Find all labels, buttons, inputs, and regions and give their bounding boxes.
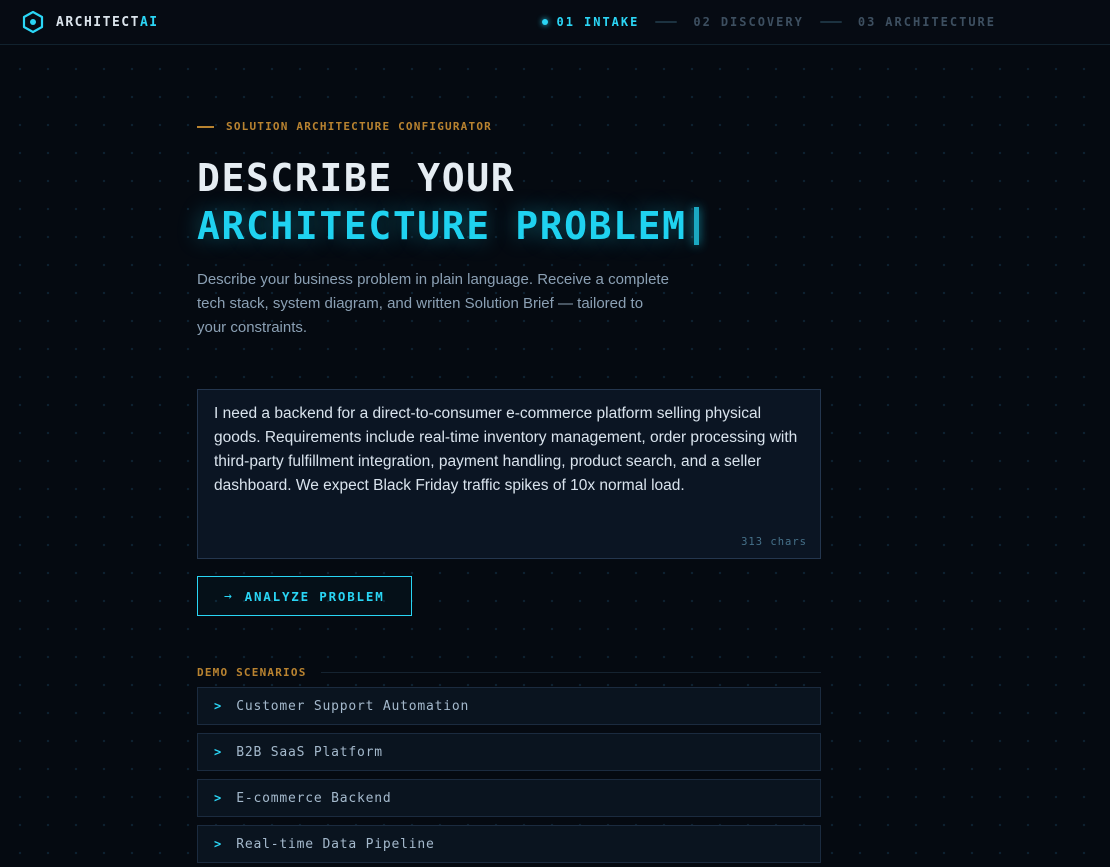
brand-logo[interactable] (22, 10, 159, 34)
brand-name-primary: ARCHITECT (56, 14, 140, 30)
step-discovery[interactable] (693, 15, 803, 29)
active-step-dot-icon (542, 19, 548, 25)
analyze-problem-button[interactable] (197, 576, 412, 616)
step-number: 02 (693, 15, 712, 29)
step-intake[interactable] (542, 15, 640, 29)
step-label: DISCOVERY (720, 15, 804, 29)
scenario-label: Real-time Data Pipeline (236, 836, 435, 852)
chevron-right-icon: > (214, 745, 222, 759)
progress-stepper (542, 15, 996, 29)
scenario-realtime-data-pipeline[interactable] (197, 825, 821, 863)
demo-scenarios-title: DEMO SCENARIOS (197, 666, 307, 679)
app-header (0, 0, 1110, 45)
demo-scenarios-divider (321, 672, 821, 673)
problem-input-container (197, 389, 821, 559)
section-eyebrow (197, 120, 821, 133)
scenario-label: B2B SaaS Platform (236, 744, 383, 760)
step-separator (820, 21, 842, 23)
page-title-line1: DESCRIBE YOUR (197, 156, 516, 200)
hexagon-logo-icon (22, 10, 44, 34)
demo-scenarios-header (197, 666, 821, 679)
analyze-button-label: ANALYZE PROBLEM (244, 588, 385, 604)
demo-scenarios-section (197, 666, 821, 867)
brand-name (56, 15, 159, 30)
problem-input[interactable] (197, 389, 821, 559)
chevron-right-icon: > (214, 699, 222, 713)
page-description: Describe your business problem in plain language. Receive a complete tech stack, system diagram, and written Solution Brief — tailored to your constraints. (197, 271, 669, 336)
intake-page (0, 45, 1110, 867)
scenario-b2b-saas-platform[interactable] (197, 733, 821, 771)
brand-name-accent: AI (139, 14, 159, 30)
page-title-line2: ARCHITECTURE PROBLEM (197, 204, 687, 248)
step-number: 01 (556, 15, 575, 29)
step-architecture[interactable] (858, 15, 996, 29)
chevron-right-icon: > (214, 837, 222, 851)
scenario-label: E-commerce Backend (236, 790, 392, 806)
step-number: 03 (857, 15, 877, 29)
typing-cursor (694, 207, 699, 245)
page-title (197, 154, 821, 250)
arrow-right-icon: → (224, 588, 234, 604)
eyebrow-dash-icon (197, 126, 214, 128)
chevron-right-icon: > (214, 791, 222, 805)
eyebrow-label: SOLUTION ARCHITECTURE CONFIGURATOR (226, 120, 492, 133)
step-label: ARCHITECTURE (885, 15, 996, 29)
step-label: INTAKE (584, 15, 640, 29)
scenario-customer-support-automation[interactable] (197, 687, 821, 725)
scenario-ecommerce-backend[interactable] (197, 779, 821, 817)
step-separator (655, 21, 677, 23)
scenario-label: Customer Support Automation (236, 698, 470, 714)
char-count: 313 chars (741, 536, 807, 548)
